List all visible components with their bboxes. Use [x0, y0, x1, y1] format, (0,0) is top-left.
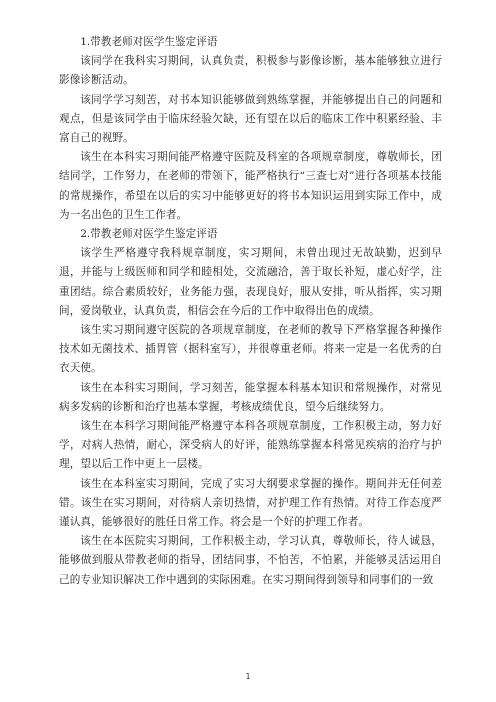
paragraph: 该生在本医院实习期间，工作积极主动，学习认真，尊敬师长，待人诚恳，能够做到服从带教老师的指导，团结同事，不怕苦，不怕累，并能够灵活运用自己的专业知识解决工作中遇到的实际困难。在实习期间得到领导和同事们的一致: [59, 535, 442, 586]
paragraph: 该生在本科实习期间能严格遵守医院及科室的各项规章制度，尊敬师长，团结同学，工作努力，在老师的带领下，能严格执行“三查七对”进行各项基本技能的常规操作，希望在以后的实习中能够更好的将书本知识运用到实际工作中，成为一名出色的卫生工作者。: [59, 151, 442, 221]
paragraph: 该生在本科实习期间，学习刻苦，能掌握本科基本知识和常规操作，对常见病多发病的诊断和治疗也基本掌握，考核成绩优良，望今后继续努力。: [59, 381, 442, 413]
paragraph: 该同学在我科实习期间，认真负责，积极参与影像诊断，基本能够独立进行影像诊断活动。: [59, 55, 442, 87]
paragraph: 该同学学习刻苦，对书本知识能够做到熟练掌握，并能够提出自己的问题和观点，但是该同学由于临床经验欠缺，还有望在以后的临床工作中积累经验、丰富自己的视野。: [59, 93, 442, 145]
document-body: [59, 33, 442, 590]
paragraph: 该生在本科学习期间能严格遵守本科各项规章制度，工作积极主动，努力好学，对病人热情，耐心，深受病人的好评，能熟练掌握本科常见疾病的治疗与护理，望以后工作中更上一层楼。: [59, 420, 442, 471]
page-number: 1: [245, 672, 251, 681]
paragraph: 该生实习期间遵守医院的各项规章制度，在老师的教导下严格掌握各种操作技术如无菌技术、插胃管（据科室写），并很尊重老师。将来一定是一名优秀的白衣天使。: [59, 324, 442, 375]
section-heading-2: 2.带教老师对医学生鉴定评语: [80, 228, 218, 241]
section-heading-1: 1.带教老师对医学生鉴定评语: [80, 36, 218, 48]
paragraph: 该生在本科室实习期间，完成了实习大纲要求掌握的操作。期间并无任何差错。该生在实习期间，对待病人亲切热情，对护理工作有热情。对待工作态度严谨认真，能够很好的胜任日常工作。将会是一个好的护理工作者。: [59, 477, 442, 529]
paragraph: 该学生严格遵守我科规章制度，实习期间，未曾出现过无故缺勤，迟到早退，并能与上级医师和同学和睦相处，交流融洽，善于取长补短，虚心好学，注重团结。综合素质较好，业务能力强，表现良好，服从安排，听从指挥，实习期间，爱岗敬业，认真负责，相信会在今后的工作中取得出色的成绩。: [59, 247, 442, 317]
